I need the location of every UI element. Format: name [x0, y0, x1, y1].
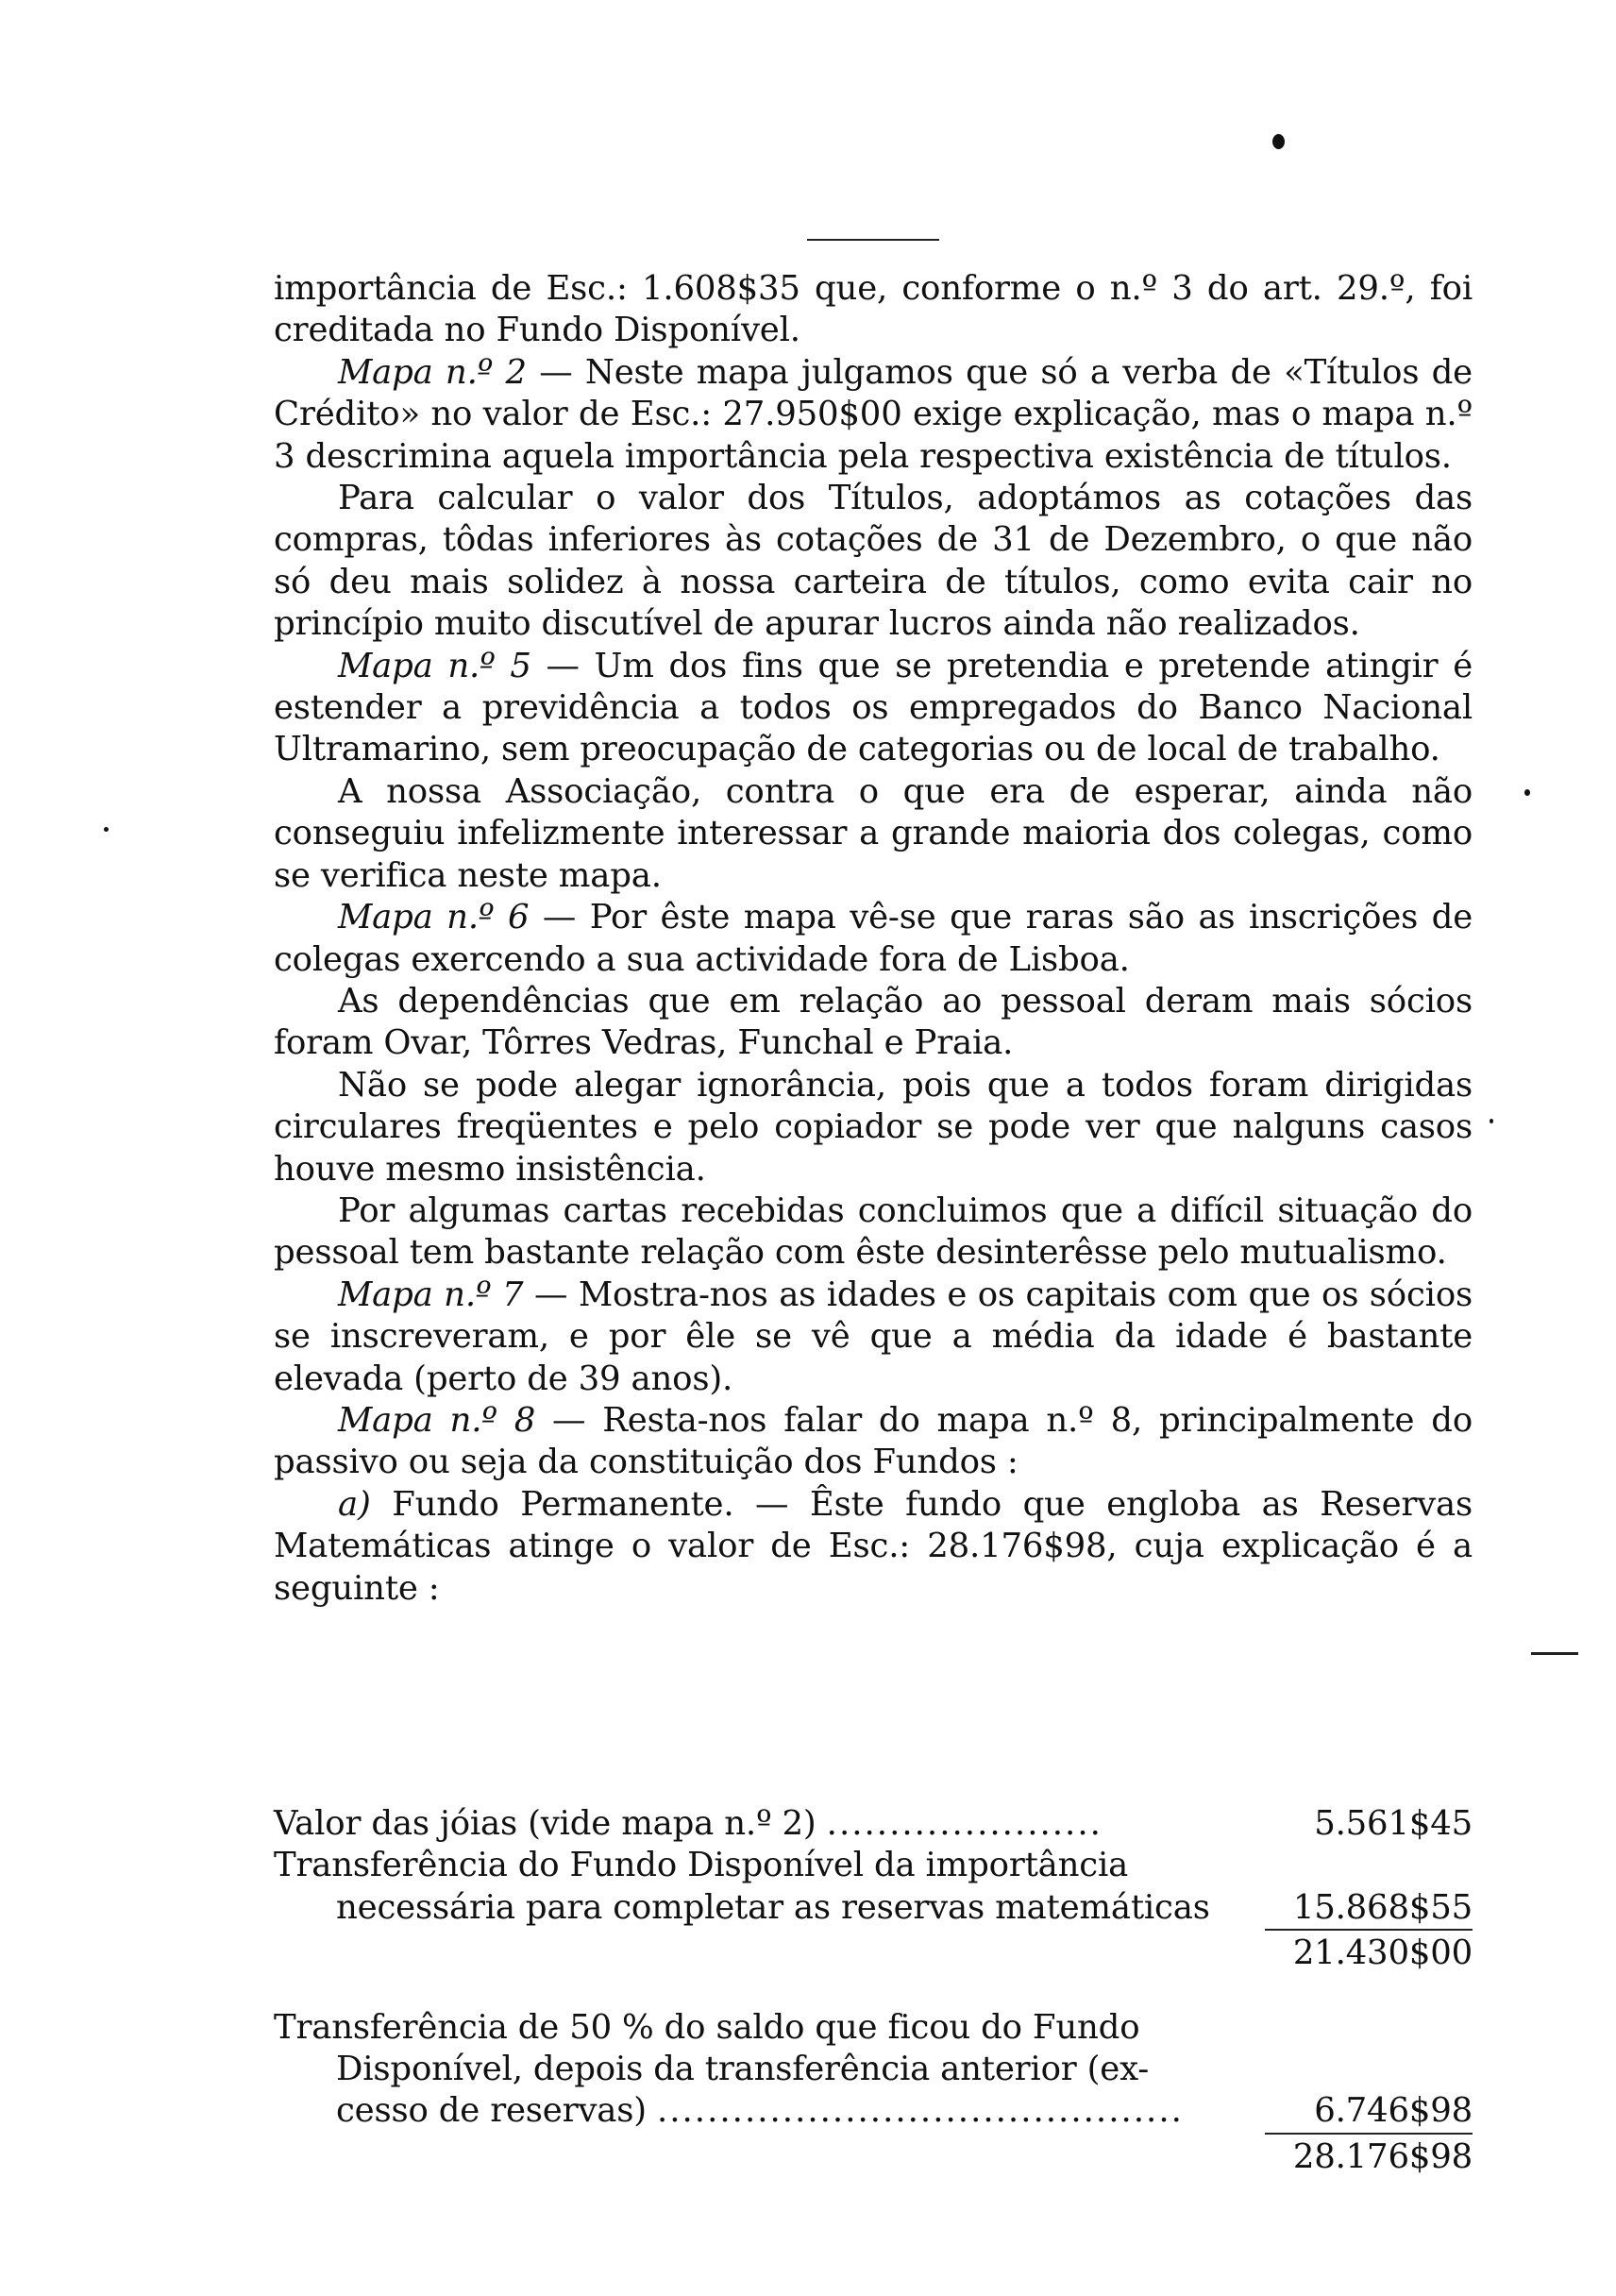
ledger-amount: 6.746$98 — [1314, 2091, 1473, 2131]
paragraph-text: Fundo Permanente. — Êste fundo que engloba as Reservas Matemáticas atinge o valor de Esc.: 28.176$98, cuja explicação é a seguinte : — [274, 1484, 1473, 1608]
paragraph — [274, 1484, 1473, 1610]
ink-speck — [1524, 789, 1530, 796]
paragraph-text: Por algumas cartas recebidas concluimos que a difícil situação do pessoal tem bastante relação com êste desinterêsse pelo mutualismo. — [274, 1190, 1473, 1273]
paragraph — [274, 1400, 1473, 1484]
ledger-row — [274, 1803, 1473, 1845]
paragraph-text: As dependências que em relação ao pessoal deram mais sócios foram Ovar, Tôrres Vedras, Funchal e Praia. — [274, 981, 1473, 1063]
item-label: a) — [338, 1484, 371, 1524]
paragraph-text: — Resta-nos falar do mapa n.º 8, principalmente do passivo ou seja da constituição dos Fundos : — [274, 1400, 1473, 1482]
paragraph — [274, 981, 1473, 1065]
map-label: Mapa n.º 8 — [338, 1400, 536, 1440]
paragraph-text: Não se pode alegar ignorância, pois que a todos foram dirigidas circulares freqüentes e pelo copiador se pode ver que nalguns casos houve mesmo insistência. — [274, 1065, 1473, 1189]
ledger-text-line — [274, 2090, 1232, 2132]
subtotal-amount: 21.430$00 — [1265, 1929, 1473, 1974]
paragraph — [274, 478, 1473, 646]
paragraph-text: — Mostra-nos as idades e os capitais com que os sócios se inscreveram, e por êle se vê que a média da idade é bastante elevada (perto de 39 anos). — [274, 1275, 1473, 1398]
ledger-text: Transferência do Fundo Disponível da importância — [274, 1846, 1129, 1885]
map-label: Mapa n.º 2 — [338, 352, 527, 392]
paragraph — [274, 897, 1473, 981]
ledger-row — [274, 2007, 1473, 2133]
paragraph-text: — Por êste mapa vê-se que raras são as inscrições de colegas exercendo a sua actividade fora de Lisboa. — [274, 898, 1473, 979]
ledger-table — [274, 1803, 1473, 2178]
section-rule — [807, 239, 939, 241]
subtotal-row — [274, 1929, 1473, 1974]
paragraph — [274, 1275, 1473, 1400]
leader-dots: .......................................... — [656, 2091, 1184, 2131]
paragraph-text: — Neste mapa julgamos que só a verba de «Títulos de Crédito» no valor de Esc.: 27.950$00 exige explicação, mas o mapa n.º 3 descrimina aquela importância pela respectiva existência de títulos. — [274, 352, 1473, 476]
map-label: Mapa n.º 7 — [338, 1275, 524, 1314]
ledger-amount: 5.561$45 — [1314, 1804, 1473, 1843]
paragraph — [274, 1065, 1473, 1190]
ledger-text: Transferência de 50 % do saldo que ficou do Fundo — [274, 2007, 1140, 2047]
ink-dot — [1272, 134, 1285, 149]
ledger-text: Disponível, depois da transferência anterior (ex- — [336, 2050, 1150, 2089]
paragraph — [274, 268, 1473, 352]
map-label: Mapa n.º 6 — [338, 898, 530, 937]
ledger-text: necessária para completar as reservas matemáticas — [336, 1887, 1210, 1927]
paragraph-text: — Um dos fins que se pretendia e pretende atingir é estender a previdência a todos os empregados do Banco Nacional Ultramarino, sem preocupação de categorias ou de local de trabalho. — [274, 646, 1473, 769]
leader-dots: ...................... — [826, 1804, 1103, 1843]
ledger-description — [274, 1845, 1232, 1929]
body-text — [274, 268, 1473, 1610]
paragraph — [274, 646, 1473, 771]
paragraph-text: Para calcular o valor dos Títulos, adoptámos as cotações das compras, tôdas inferiores às cotações de 31 de Dezembro, o que não só deu mais solidez à nossa carteira de títulos, como evita cair no princípio muito discutível de apurar lucros ainda não realizados. — [274, 479, 1473, 644]
ink-speck — [1490, 1119, 1493, 1123]
ledger-row — [274, 1845, 1473, 1929]
total-amount: 28.176$98 — [1265, 2133, 1473, 2178]
ledger-description — [274, 2007, 1232, 2133]
ledger-text: cesso de reservas) — [336, 2091, 657, 2131]
paragraph — [274, 771, 1473, 897]
margin-mark — [1531, 1652, 1578, 1655]
paragraph — [274, 352, 1473, 478]
paragraph — [274, 1190, 1473, 1275]
ink-speck — [104, 827, 109, 832]
ledger-amount: 15.868$55 — [1292, 1887, 1473, 1927]
paragraph-text: A nossa Associação, contra o que era de esperar, ainda não conseguiu infelizmente interessar a grande maioria dos colegas, como se verifica neste mapa. — [274, 771, 1473, 895]
paragraph-text: importância de Esc.: 1.608$35 que, conforme o n.º 3 do art. 29.º, foi creditada no Fundo Disponível. — [274, 269, 1473, 350]
spacer — [274, 1975, 1473, 2007]
ledger-description — [274, 1803, 1232, 1845]
map-label: Mapa n.º 5 — [338, 646, 531, 685]
total-row — [274, 2133, 1473, 2178]
ledger-text: Valor das jóias (vide mapa n.º 2) — [274, 1804, 827, 1843]
